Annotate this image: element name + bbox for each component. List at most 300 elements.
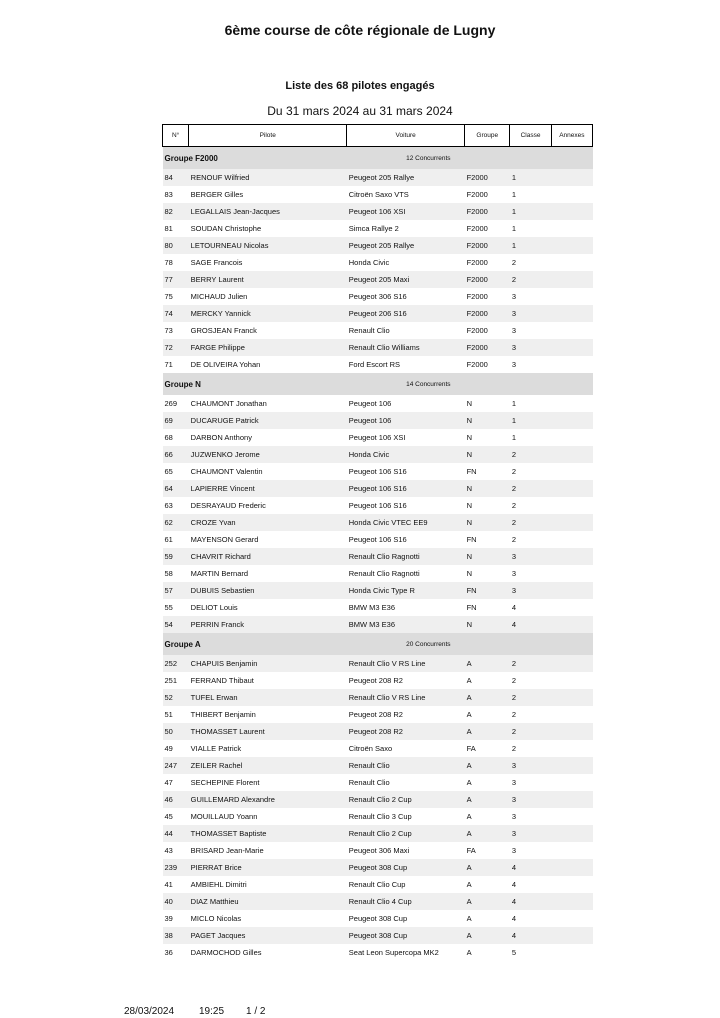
cell-class: 1 [511,224,517,233]
cell-annexes [551,740,592,757]
column-header-car: Voiture [347,125,465,147]
cell-number: 75 [164,292,173,301]
cell-number: 247 [163,757,189,774]
cell-annexes [551,429,592,446]
cell-pilot: PERRIN Franck [189,616,347,633]
cell-pilot: CHAUMONT Valentin [190,467,263,476]
cell-pilot: THIBERT Benjamin [190,710,256,719]
cell-annexes [551,356,592,373]
cell-pilot: LAPIERRE Vincent [189,480,347,497]
cell-annexes [551,808,592,825]
cell-pilot: MERCKY Yannick [189,305,347,322]
cell-number: 58 [164,569,173,578]
pilots-table [162,124,593,961]
table-row [163,842,593,859]
cell-number: 80 [163,237,189,254]
cell-annexes [551,599,592,616]
cell-pilot: DUCARUGE Patrick [189,412,347,429]
cell-class: 4 [510,893,551,910]
table-row [163,463,593,480]
cell-class: 1 [510,412,551,429]
group-header-filler [510,633,593,655]
cell-number: 252 [163,655,189,672]
table-row [163,169,593,186]
cell-class: 4 [510,859,551,876]
cell-number: 49 [164,744,173,753]
cell-pilot: LEGALLAIS Jean-Jacques [189,203,347,220]
cell-group: A [466,880,472,889]
table-row [163,616,593,633]
cell-annexes [551,531,592,548]
cell-class: 3 [510,791,551,808]
cell-pilot: CROZE Yvan [189,514,347,531]
cell-pilot: DELIOT Louis [190,603,238,612]
cell-number: 72 [163,339,189,356]
cell-number: 54 [163,616,189,633]
cell-pilot: SECHEPINE Florent [190,778,260,787]
cell-pilot: BERGER Gilles [190,190,244,199]
table-row [163,582,593,599]
cell-group: N [465,514,510,531]
cell-car: Renault Clio [347,757,465,774]
cell-class: 2 [511,467,517,476]
table-row [163,808,593,825]
cell-annexes [551,825,592,842]
cell-group: FN [466,603,477,612]
cell-number: 74 [163,305,189,322]
cell-class: 3 [511,812,517,821]
cell-number: 82 [163,203,189,220]
table-row [163,497,593,514]
cell-class: 3 [510,548,551,565]
cell-class: 1 [511,399,517,408]
cell-annexes [551,322,592,339]
cell-pilot: SOUDAN Christophe [190,224,262,233]
cell-pilot: DIAZ Matthieu [189,893,347,910]
cell-car: Peugeot 205 Rallye [347,237,465,254]
cell-group: FN [466,467,477,476]
cell-number: 47 [164,778,173,787]
cell-pilot: CHAPUIS Benjamin [189,655,347,672]
cell-car: Peugeot 106 S16 [348,501,407,510]
cell-car: Renault Clio 4 Cup [347,893,465,910]
cell-class: 4 [510,616,551,633]
cell-class: 2 [510,514,551,531]
cell-number: 239 [163,859,189,876]
footer-page-number: 1 / 2 [246,1006,266,1017]
table-row [163,927,593,944]
cell-pilot: DE OLIVEIRA Yohan [190,360,261,369]
cell-group: N [465,446,510,463]
cell-annexes [551,927,592,944]
cell-car: Renault Clio [348,326,390,335]
table-row [163,514,593,531]
cell-group: N [466,399,472,408]
cell-car: Peugeot 106 [347,412,465,429]
cell-group: A [466,710,472,719]
cell-pilot: MICLO Nicolas [190,914,242,923]
cell-car: Peugeot 206 S16 [347,305,465,322]
column-header-pilot: Pilote [189,125,347,147]
cell-annexes [551,548,592,565]
cell-group: F2000 [465,169,510,186]
cell-annexes [551,237,592,254]
cell-annexes [551,339,592,356]
group-name: Groupe F2000 [163,147,347,170]
cell-car: Peugeot 308 Cup [347,859,465,876]
table-row [163,825,593,842]
table-row [163,412,593,429]
cell-number: 84 [163,169,189,186]
cell-annexes [551,876,592,893]
table-row [163,305,593,322]
cell-class: 2 [511,258,517,267]
cell-car: Renault Clio 3 Cup [348,812,412,821]
cell-class: 2 [511,710,517,719]
cell-group: F2000 [465,339,510,356]
cell-annexes [551,757,592,774]
cell-number: 55 [164,603,173,612]
table-row [163,548,593,565]
cell-number: 40 [163,893,189,910]
cell-annexes [551,893,592,910]
table-row [163,740,593,757]
cell-group: A [466,676,472,685]
table-row [163,599,593,616]
cell-class: 2 [510,446,551,463]
cell-annexes [551,706,592,723]
cell-number: 81 [164,224,173,233]
table-row [163,944,593,961]
cell-annexes [551,672,592,689]
cell-car: Citroën Saxo VTS [348,190,409,199]
cell-number: 73 [164,326,173,335]
cell-car: Ford Escort RS [348,360,401,369]
table-row [163,254,593,271]
cell-number: 39 [164,914,173,923]
cell-group: FA [466,846,476,855]
table-row [163,791,593,808]
table-row [163,220,593,237]
cell-car: Peugeot 308 Cup [348,914,408,923]
cell-car: Renault Clio 2 Cup [347,825,465,842]
table-row [163,910,593,927]
cell-car: Seat Leon Supercopa MK2 [348,948,439,957]
group-header-row [163,147,593,170]
cell-class: 4 [510,927,551,944]
table-row [163,271,593,288]
document-title: 6ème course de côte régionale de Lugny [224,22,496,38]
cell-class: 3 [511,326,517,335]
cell-annexes [551,655,592,672]
cell-car: Peugeot 308 Cup [347,927,465,944]
cell-car: Simca Rallye 2 [348,224,399,233]
cell-group: F2000 [466,258,488,267]
cell-car: Citroën Saxo [348,744,393,753]
cell-pilot: TUFEL Erwan [189,689,347,706]
cell-car: BMW M3 E36 [348,603,396,612]
cell-annexes [551,203,592,220]
group-header-filler [510,147,593,170]
cell-group: F2000 [465,203,510,220]
cell-pilot: MAYENSON Gerard [190,535,259,544]
cell-pilot: ZEILER Rachel [189,757,347,774]
cell-group: N [465,616,510,633]
table-row [163,893,593,910]
cell-class: 4 [511,880,517,889]
cell-class: 4 [511,603,517,612]
cell-class: 3 [511,360,517,369]
cell-car: Honda Civic [347,446,465,463]
cell-number: 51 [164,710,173,719]
cell-car: Peugeot 106 S16 [348,467,407,476]
cell-number: 44 [163,825,189,842]
cell-group: FN [465,582,510,599]
table-row [163,876,593,893]
cell-class: 3 [510,339,551,356]
cell-class: 2 [510,480,551,497]
cell-pilot: PAGET Jacques [189,927,347,944]
cell-group: N [465,548,510,565]
cell-group: A [465,893,510,910]
cell-number: 45 [164,812,173,821]
cell-group: N [465,412,510,429]
cell-annexes [551,463,592,480]
table-row [163,565,593,582]
cell-group: A [465,859,510,876]
cell-pilot: MOUILLAUD Yoann [190,812,258,821]
cell-pilot: FERRAND Thibaut [190,676,254,685]
cell-car: Peugeot 106 XSI [347,203,465,220]
group-header-row [163,373,593,395]
cell-class: 1 [510,237,551,254]
footer-date: 28/03/2024 [124,1006,175,1017]
cell-class: 2 [511,744,517,753]
cell-annexes [551,186,592,203]
cell-group: A [466,914,472,923]
cell-number: 66 [163,446,189,463]
cell-annexes [551,565,592,582]
cell-number: 77 [163,271,189,288]
cell-group: A [466,778,472,787]
cell-car: Renault Clio [348,778,390,787]
cell-group: A [465,825,510,842]
cell-pilot: BRISARD Jean-Marie [190,846,264,855]
cell-number: 63 [164,501,173,510]
table-row [163,237,593,254]
cell-pilot: THOMASSET Baptiste [189,825,347,842]
cell-group: F2000 [466,326,488,335]
cell-car: Peugeot 106 XSI [348,433,406,442]
table-row [163,429,593,446]
cell-annexes [551,497,592,514]
cell-annexes [551,859,592,876]
cell-annexes [551,791,592,808]
cell-pilot: GUILLEMARD Alexandre [189,791,347,808]
cell-class: 3 [511,846,517,855]
cell-pilot: BERRY Laurent [189,271,347,288]
table-row [163,531,593,548]
cell-class: 1 [510,203,551,220]
cell-pilot: DARBON Anthony [190,433,252,442]
cell-annexes [551,254,592,271]
cell-group: A [465,655,510,672]
table-row [163,446,593,463]
cell-pilot: LETOURNEAU Nicolas [189,237,347,254]
cell-annexes [551,774,592,791]
cell-number: 83 [164,190,173,199]
cell-number: 61 [164,535,173,544]
group-name: Groupe A [163,633,347,655]
cell-annexes [551,723,592,740]
cell-annexes [551,689,592,706]
table-row [163,706,593,723]
cell-class: 3 [510,582,551,599]
cell-car: Peugeot 208 R2 [348,676,403,685]
cell-number: 65 [164,467,173,476]
cell-pilot: THOMASSET Laurent [189,723,347,740]
cell-car: Peugeot 208 R2 [347,723,465,740]
cell-pilot: CHAUMONT Jonathan [190,399,267,408]
cell-car: Renault Clio V RS Line [347,689,465,706]
cell-number: 64 [163,480,189,497]
cell-pilot: JUZWENKO Jerome [189,446,347,463]
cell-number: 78 [164,258,173,267]
group-name: Groupe N [163,373,347,395]
cell-group: FN [466,535,477,544]
cell-class: 3 [511,778,517,787]
cell-class: 3 [510,305,551,322]
cell-group: A [465,757,510,774]
cell-number: 38 [163,927,189,944]
cell-car: Renault Clio Ragnotti [348,569,420,578]
table-body [163,147,593,962]
cell-number: 57 [163,582,189,599]
cell-car: Peugeot 208 R2 [348,710,403,719]
cell-car: Renault Clio Ragnotti [347,548,465,565]
cell-class: 3 [510,757,551,774]
cell-pilot: SAGE Francois [190,258,243,267]
cell-pilot: RENOUF Wilfried [189,169,347,186]
cell-annexes [551,412,592,429]
cell-number: 69 [163,412,189,429]
cell-pilot: MICHAUD Julien [190,292,248,301]
column-header-group: Groupe [465,125,510,147]
table-row [163,356,593,373]
group-count: 14 Concurrents [347,373,510,395]
table-row [163,395,593,412]
cell-annexes [551,582,592,599]
cell-group: A [465,689,510,706]
cell-number: 46 [163,791,189,808]
footer-time: 19:25 [199,1006,225,1017]
table-row [163,288,593,305]
cell-car: Peugeot 106 S16 [347,480,465,497]
cell-pilot: DUBUIS Sebastien [189,582,347,599]
cell-car: BMW M3 E36 [347,616,465,633]
cell-class: 2 [510,655,551,672]
table-row [163,757,593,774]
cell-class: 3 [511,569,517,578]
document-subtitle: Liste des 68 pilotes engagés [285,80,435,92]
cell-annexes [551,842,592,859]
cell-car: Honda Civic Type R [347,582,465,599]
cell-car: Honda Civic VTEC EE9 [347,514,465,531]
cell-group: N [465,480,510,497]
cell-pilot: DESRAYAUD Frederic [190,501,266,510]
cell-group: A [466,812,472,821]
cell-class: 2 [511,501,517,510]
cell-group: F2000 [466,292,488,301]
cell-class: 1 [510,169,551,186]
table-row [163,339,593,356]
cell-group: FA [466,744,476,753]
cell-group: N [466,569,472,578]
cell-group: A [466,948,472,957]
cell-group: N [466,433,472,442]
table-row [163,322,593,339]
cell-class: 3 [510,825,551,842]
cell-car: Peugeot 106 [348,399,392,408]
cell-annexes [551,220,592,237]
cell-annexes [551,169,592,186]
cell-annexes [551,480,592,497]
cell-number: 36 [164,948,173,957]
cell-group: F2000 [466,360,488,369]
cell-group: A [465,927,510,944]
cell-pilot: AMBIEHL Dimitri [190,880,247,889]
cell-class: 2 [510,723,551,740]
column-header-class: Classe [510,125,551,147]
cell-class: 2 [511,676,517,685]
cell-class: 3 [511,292,517,301]
cell-number: 50 [163,723,189,740]
group-count: 12 Concurrents [347,147,510,170]
table-row [163,655,593,672]
table-row [163,774,593,791]
table-row [163,723,593,740]
table-row [163,186,593,203]
cell-number: 269 [164,399,178,408]
cell-pilot: PIERRAT Brice [189,859,347,876]
cell-class: 2 [510,271,551,288]
cell-number: 52 [163,689,189,706]
cell-class: 1 [511,190,517,199]
cell-car: Peugeot 306 Maxi [348,846,410,855]
cell-number: 59 [163,548,189,565]
cell-annexes [551,446,592,463]
column-header-number: N° [163,125,189,147]
cell-car: Renault Clio Cup [348,880,406,889]
cell-number: 251 [164,676,178,685]
table-row [163,672,593,689]
cell-annexes [551,616,592,633]
cell-class: 4 [511,914,517,923]
cell-annexes [551,305,592,322]
cell-group: N [466,501,472,510]
cell-group: F2000 [466,190,488,199]
cell-annexes [551,288,592,305]
cell-number: 43 [164,846,173,855]
cell-car: Renault Clio 2 Cup [347,791,465,808]
cell-number: 71 [164,360,173,369]
date-range: Du 31 mars 2024 au 31 mars 2024 [267,104,453,118]
cell-group: F2000 [465,237,510,254]
cell-car: Peugeot 205 Maxi [347,271,465,288]
cell-car: Renault Clio Williams [347,339,465,356]
cell-class: 1 [511,433,517,442]
cell-group: A [465,791,510,808]
